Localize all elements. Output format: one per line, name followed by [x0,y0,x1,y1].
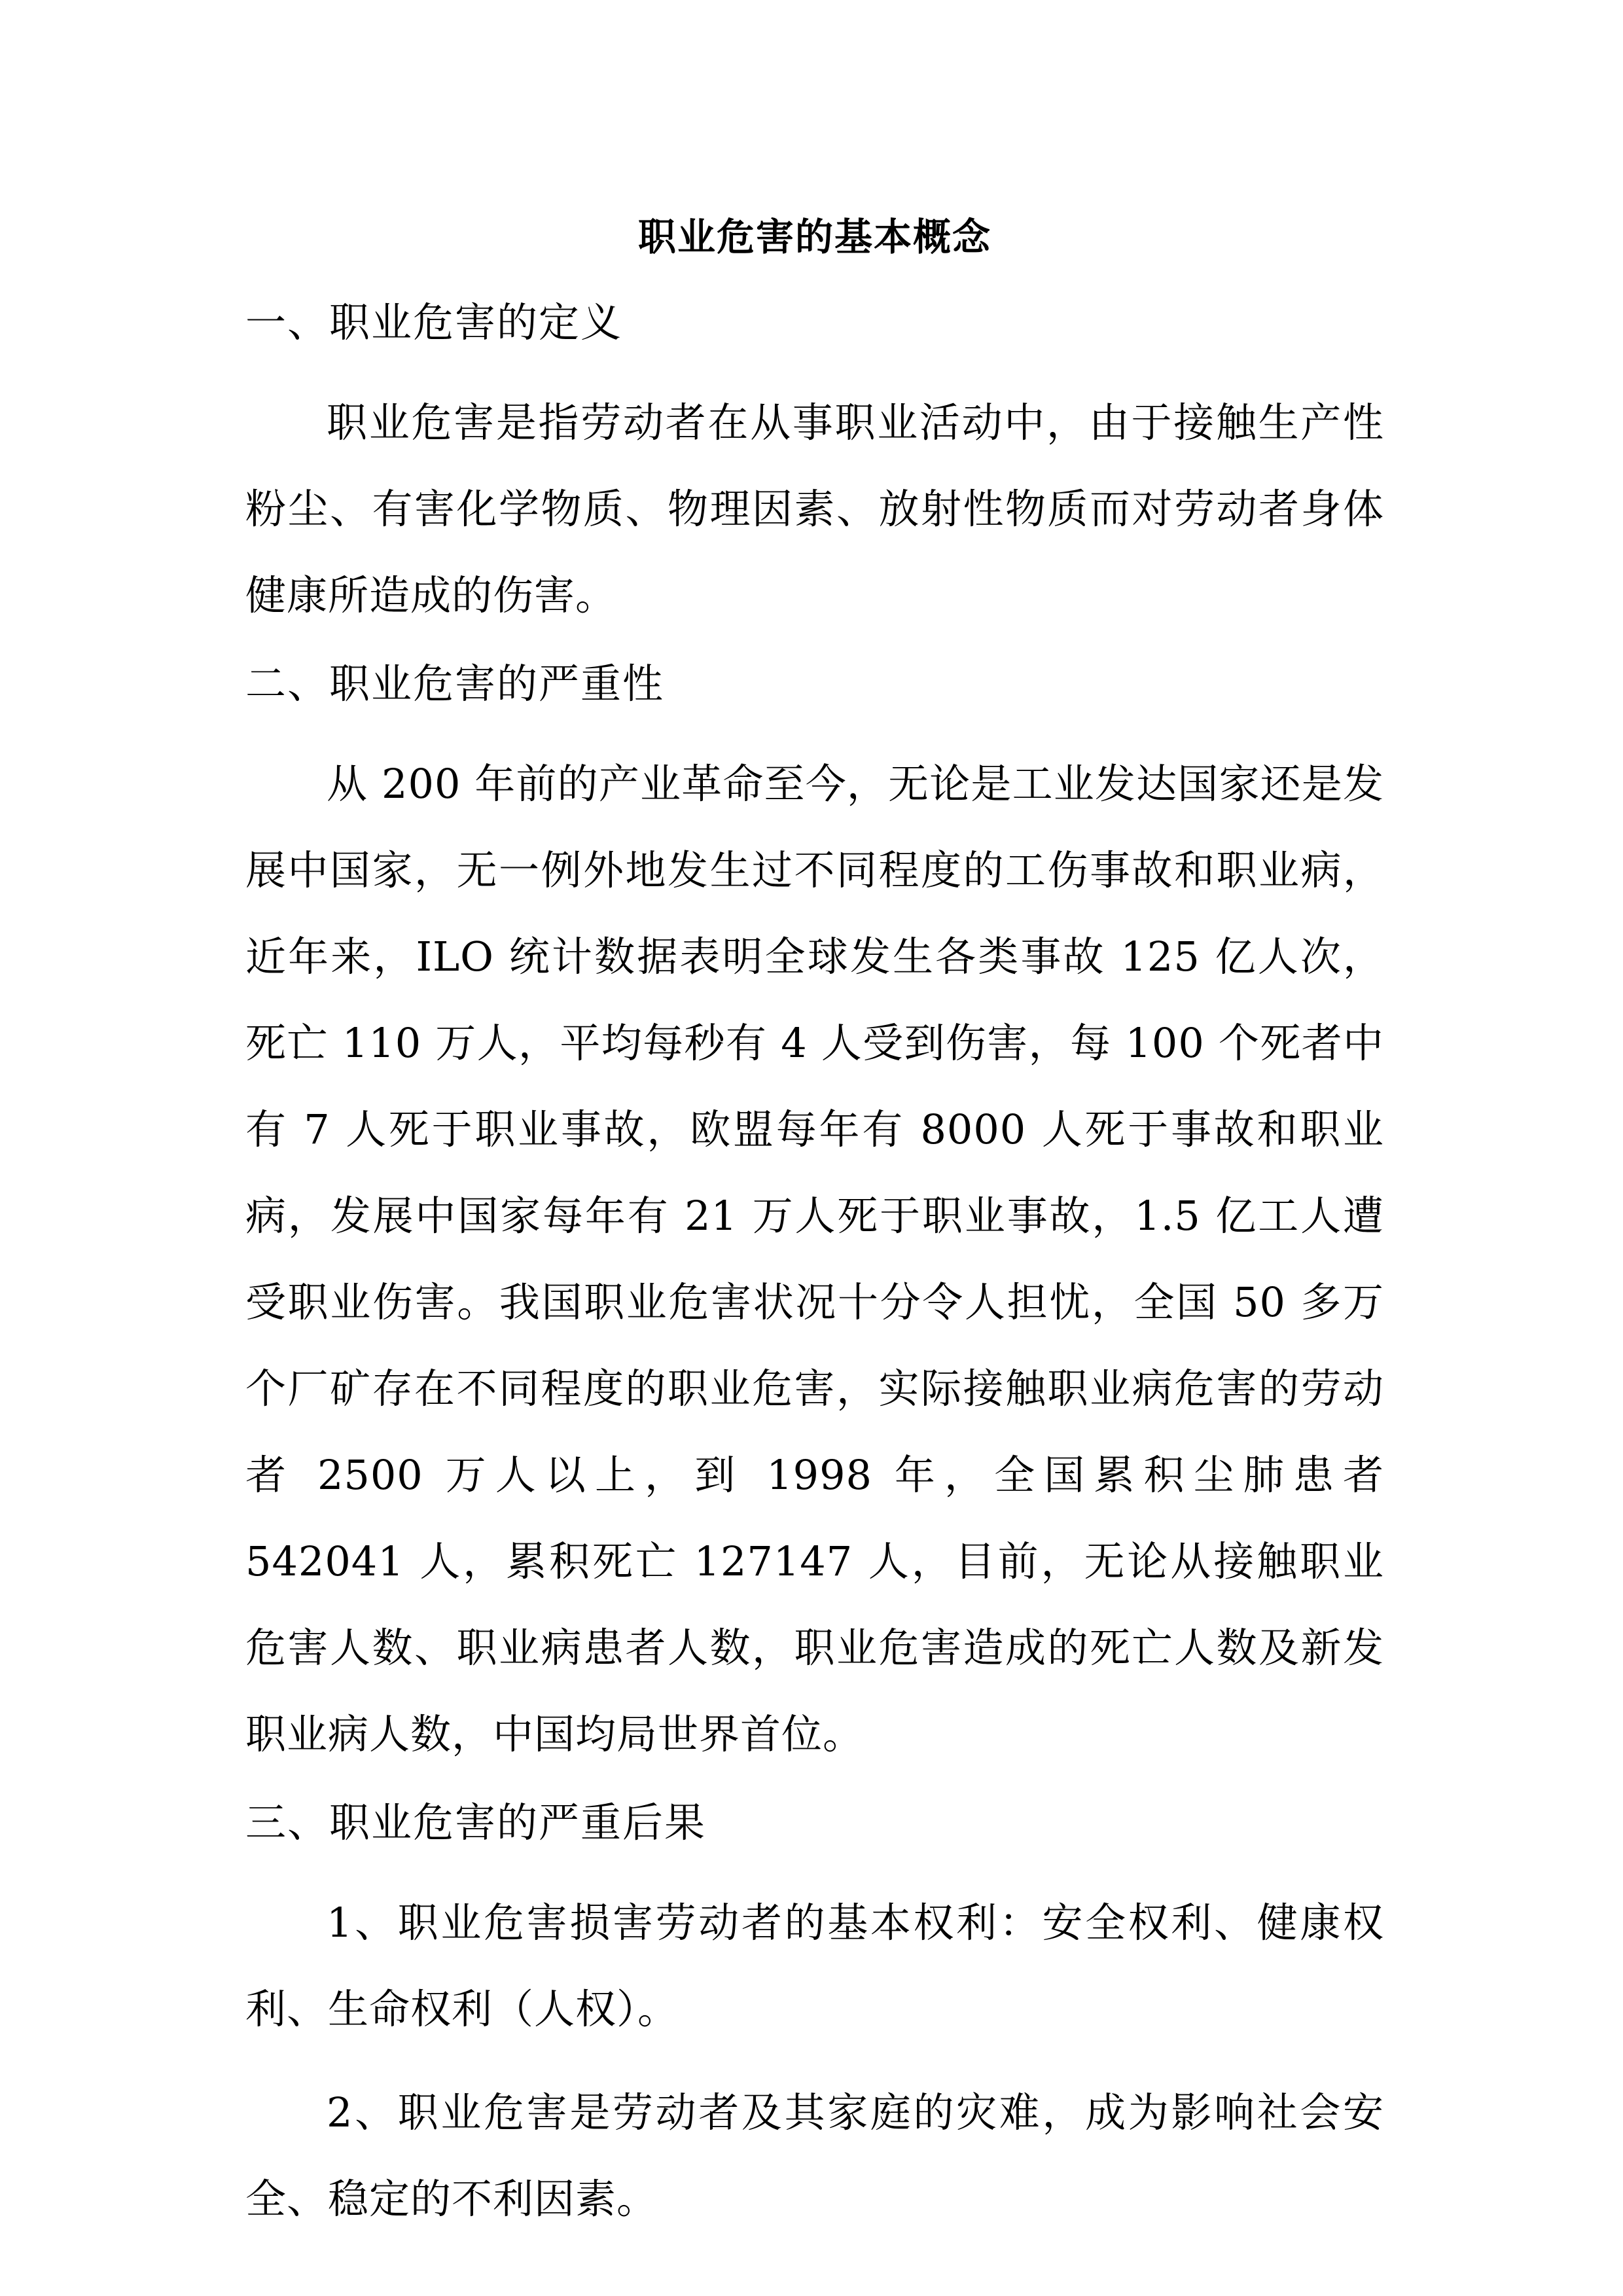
section-paragraph: 2、职业危害是劳动者及其家庭的灾难，成为影响社会安全、稳定的不利因素。 [245,2089,1384,2223]
section-severity [245,656,1384,1778]
section-consequences [245,1795,1384,2242]
section-heading: 二、职业危害的严重性 [245,660,665,708]
section-heading: 三、职业危害的严重后果 [245,1799,707,1846]
section-heading: 一、职业危害的定义 [245,298,623,346]
section-paragraph: 1、职业危害损害劳动者的基本权利：安全权利、健康权利、生命权利（人权）。 [245,1899,1384,2033]
section-definition [245,295,1384,639]
document-title: 职业危害的基本概念 [637,215,991,259]
section-paragraph: 从 200 年前的产业革命至今，无论是工业发达国家还是发展中国家，无一例外地发生过不同程度的工伤事故和职业病，近年来，ILO 统计数据表明全球发生各类事故 125 亿人次，死亡 110 万人，平均每秒有 4 人受到伤害，每 100 个死者中有 7 人死于职业事故，欧盟每年有 8000 人死于事故和职业病，发展中国家每年有 21 万人死于职业事故，1.5 亿工人遭受职业伤害。我国职业危害状况十分令人担忧，全国 50 多万个厂矿存在不同程度的职业危害，实际接触职业病危害的劳动者 2500 万人以上，到 1998 年，全国累积尘肺患者 542041 人，累积死亡 127147 人，目前，无论从接触职业危害人数、职业病患者人数，职业危害造成的死亡人数及新发职业病人数，中国均局世界首位。 [245,760,1384,1758]
document-body [245,211,1384,2249]
section-paragraph: 职业危害是指劳动者在从事职业活动中，由于接触生产性粉尘、有害化学物质、物理因素、放射性物质而对劳动者身体健康所造成的伤害。 [245,399,1384,619]
